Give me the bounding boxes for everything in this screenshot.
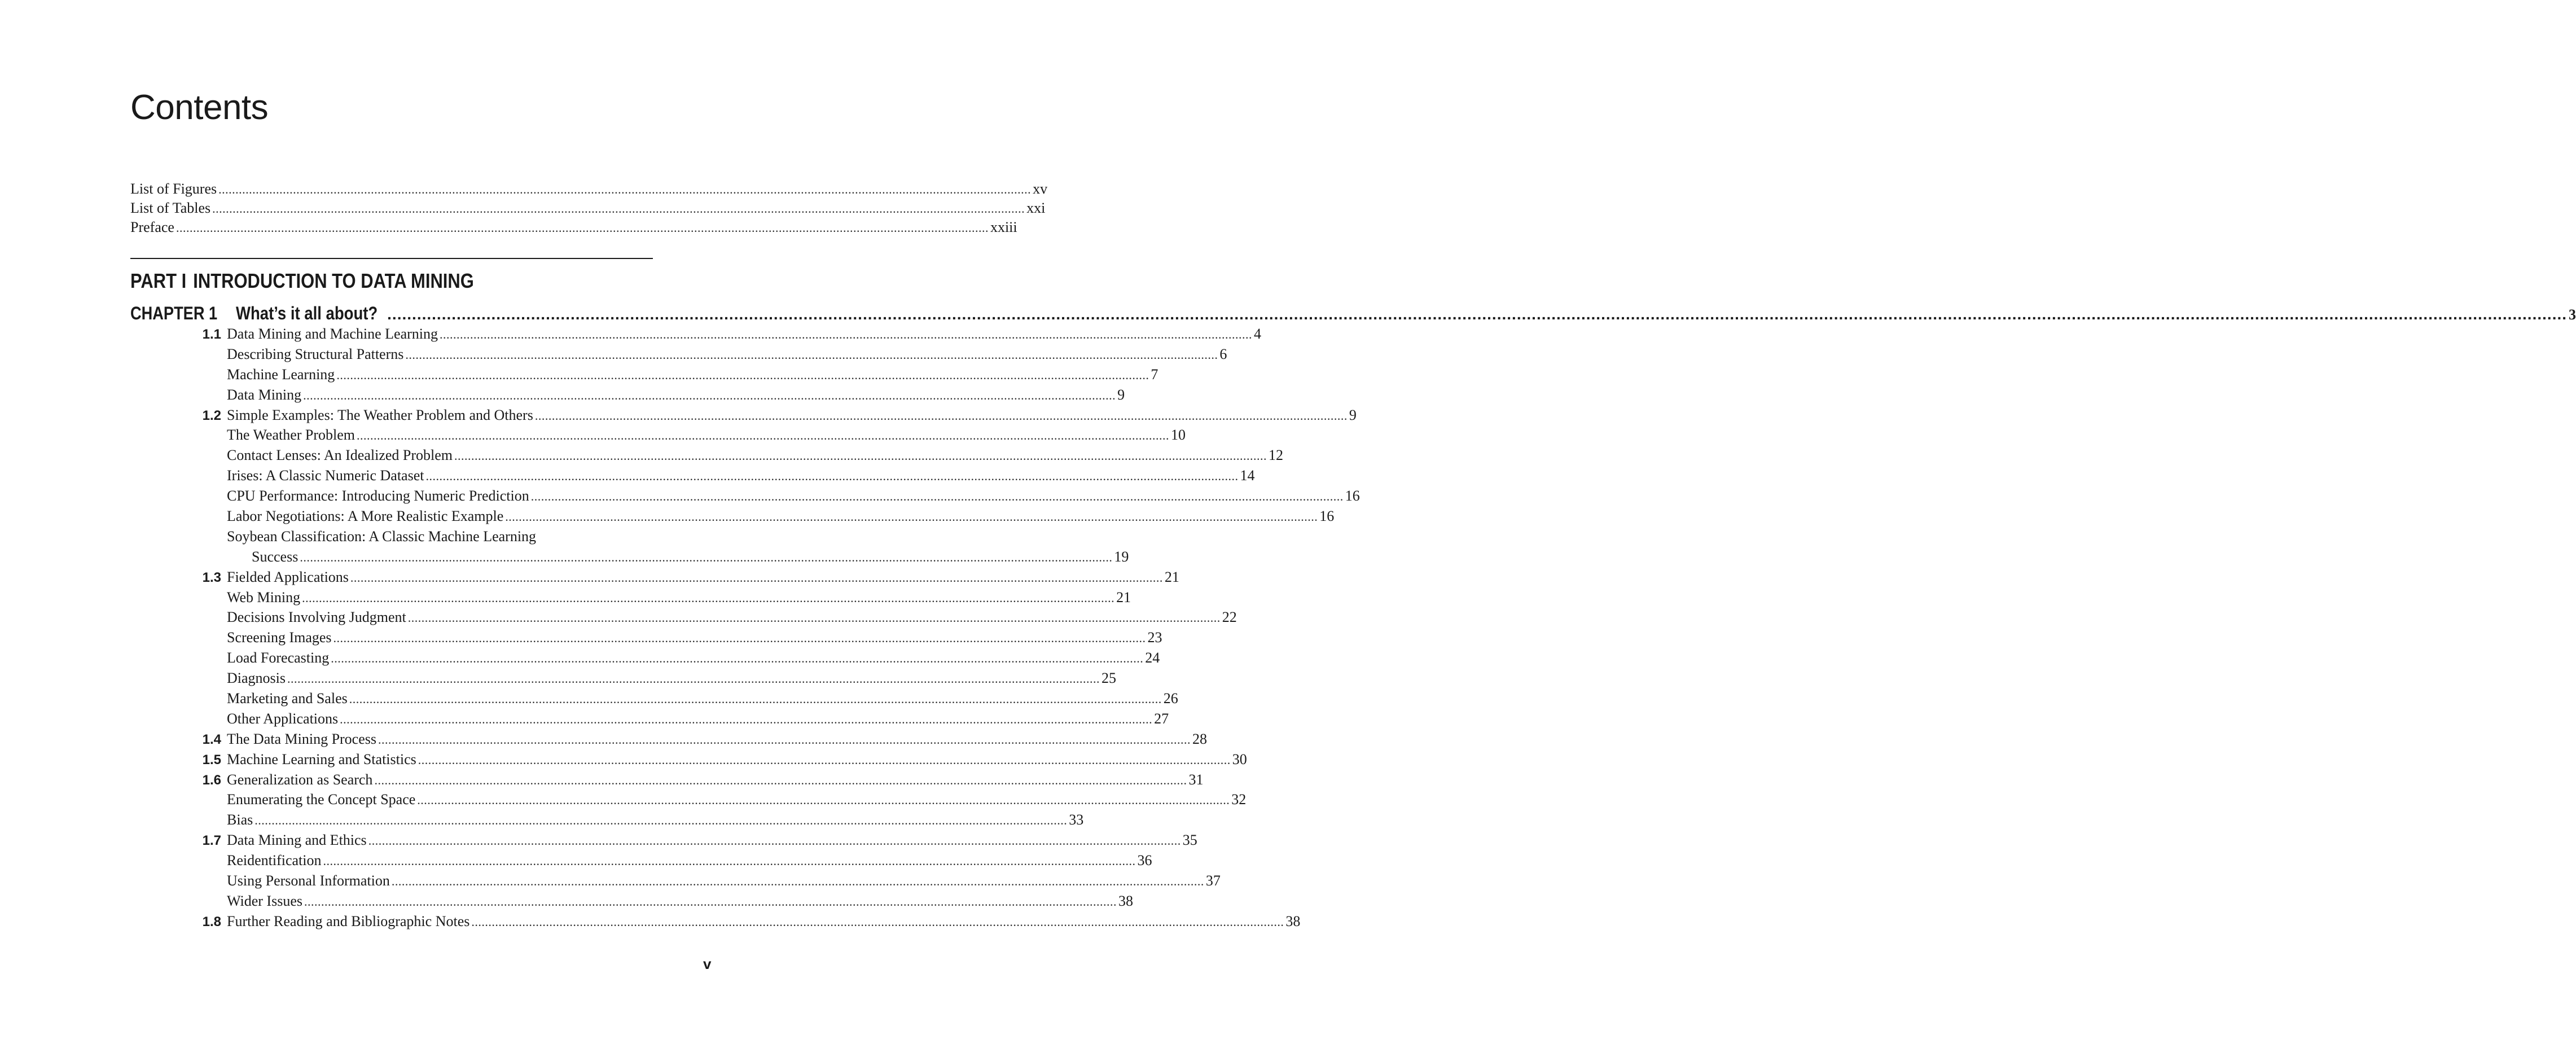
dot-leader <box>331 648 1143 669</box>
toc-entry[interactable] <box>130 871 1221 891</box>
toc-entry-label: Other Applications <box>227 710 339 727</box>
section-number: 1.2 <box>202 407 221 423</box>
toc-entry-page: 23 <box>1147 629 1162 646</box>
dot-leader <box>349 689 1162 709</box>
toc-entry-page: 31 <box>1188 771 1204 788</box>
toc-entry[interactable] <box>130 709 1169 729</box>
toc-entry-label: Irises: A Classic Numeric Dataset <box>227 467 424 484</box>
toc-entry-page: 4 <box>1254 326 1261 342</box>
toc-entry[interactable] <box>130 729 1208 749</box>
dot-leader <box>336 365 1149 385</box>
toc-entry-page: 30 <box>1232 751 1247 767</box>
toc-entry-page: 9 <box>1349 406 1357 423</box>
toc-entry-page: 21 <box>1116 589 1131 606</box>
section-number: 1.3 <box>202 569 221 585</box>
toc-entry[interactable] <box>130 830 1197 850</box>
toc-entry[interactable] <box>130 486 1360 506</box>
dot-leader <box>405 345 1218 365</box>
toc-entry-label: The Weather Problem <box>227 427 356 444</box>
toc-entry[interactable] <box>130 466 1255 486</box>
toc-entry-label: Screening Images <box>227 629 332 646</box>
chapter-page: 3 <box>2569 306 2576 323</box>
toc-entry-continuation[interactable] <box>130 547 1129 567</box>
toc-entry-label: Labor Negotiations: A More Realistic Example <box>227 508 504 525</box>
dot-leader <box>418 750 1231 770</box>
toc-entry[interactable] <box>130 527 653 547</box>
dot-leader <box>368 831 1181 851</box>
toc-entry[interactable] <box>130 607 1237 628</box>
toc-entry[interactable] <box>130 628 1162 648</box>
dot-leader <box>300 547 1112 568</box>
toc-entry-page: 33 <box>1069 811 1084 828</box>
dot-leader <box>303 385 1116 406</box>
toc-entry-label: The Data Mining Process <box>227 730 377 747</box>
toc-entry-page: 32 <box>1231 791 1247 808</box>
toc-entry-label: List of Tables <box>130 200 211 216</box>
chapter-heading[interactable] <box>130 301 2576 325</box>
dot-leader <box>287 669 1100 689</box>
toc-entry-label: Decisions Involving Judgment <box>227 609 406 626</box>
toc-entry-list-of-figures[interactable] <box>130 179 1048 199</box>
dot-leader <box>374 770 1187 791</box>
toc-entry-label: Using Personal Information <box>227 872 390 889</box>
dot-leader <box>408 608 1221 628</box>
part-title: INTRODUCTION TO DATA MINING <box>193 269 474 292</box>
toc-entry[interactable] <box>130 344 1227 365</box>
toc-entry-page: 9 <box>1117 386 1125 403</box>
toc-entry-page: 36 <box>1137 852 1152 869</box>
toc-entry[interactable] <box>130 385 1125 405</box>
toc-entry-page: 10 <box>1171 427 1186 444</box>
dot-leader <box>176 218 989 238</box>
dot-leader <box>471 912 1284 932</box>
toc-entry-page: 38 <box>1285 913 1301 929</box>
dot-leader <box>218 180 1031 199</box>
toc-entry-label: Soybean Classification: A Classic Machine Learning <box>227 528 537 545</box>
toc-entry-page: 22 <box>1222 609 1237 626</box>
toc-entry[interactable] <box>130 668 1116 688</box>
toc-entry[interactable] <box>130 445 1284 466</box>
section-divider <box>130 258 653 259</box>
dot-leader <box>323 851 1136 871</box>
dot-leader <box>417 790 1230 810</box>
toc-entry-label: Further Reading and Bibliographic Notes <box>227 913 470 929</box>
toc-entry-label: Preface <box>130 219 174 235</box>
dot-leader <box>304 892 1117 912</box>
dot-leader <box>340 709 1152 730</box>
toc-entry[interactable] <box>130 810 1084 830</box>
toc-entry-page: 6 <box>1219 345 1227 362</box>
toc-entry-label: Success <box>252 548 299 565</box>
toc-entry[interactable] <box>130 911 1301 932</box>
section-number: 1.7 <box>202 833 221 849</box>
dot-leader <box>392 871 1204 892</box>
dot-leader <box>254 810 1067 831</box>
toc-entry-label: Fielded Applications <box>227 568 349 585</box>
toc-entry-page: 16 <box>1319 508 1335 525</box>
toc-entry-page: 16 <box>1345 488 1360 505</box>
toc-entry-page: xxiii <box>990 219 1017 235</box>
toc-entry[interactable] <box>130 688 1178 709</box>
toc-entry-page: xxi <box>1026 200 1046 216</box>
toc-entry-label: Data Mining and Machine Learning <box>227 326 438 342</box>
toc-entry-list-of-tables[interactable] <box>130 199 1046 218</box>
toc-entry[interactable] <box>130 648 1160 668</box>
toc-entry-label: List of Figures <box>130 181 217 197</box>
toc-entry[interactable] <box>130 324 1261 344</box>
toc-entry-label: Data Mining <box>227 386 302 403</box>
toc-entry-label: Data Mining and Ethics <box>227 832 367 849</box>
toc-entry-page: 38 <box>1118 892 1133 909</box>
toc-entry-label: Machine Learning <box>227 366 335 383</box>
toc-entry-label: Machine Learning and Statistics <box>227 751 416 767</box>
dot-leader <box>531 486 1344 507</box>
toc-entry-page: xv <box>1033 181 1048 197</box>
dot-leader <box>378 730 1191 750</box>
dot-leader <box>454 446 1267 466</box>
toc-entry-label: Bias <box>227 811 253 828</box>
chapter-label: CHAPTER 1 <box>130 303 218 323</box>
dot-leader <box>505 507 1318 527</box>
section-number: 1.1 <box>202 327 221 342</box>
part-heading[interactable] <box>130 268 474 294</box>
toc-entry[interactable] <box>130 567 1179 587</box>
toc-entry[interactable] <box>130 365 1158 385</box>
dot-leader <box>333 628 1146 648</box>
toc-entry-label: Simple Examples: The Weather Problem and Others <box>227 406 533 423</box>
toc-entry-page: 25 <box>1102 670 1116 687</box>
toc-entry[interactable] <box>130 506 1335 527</box>
toc-entry-preface[interactable] <box>130 218 1017 237</box>
toc-entry-label: Marketing and Sales <box>227 690 348 707</box>
toc-entry-page: 35 <box>1182 832 1197 849</box>
section-number: 1.5 <box>202 752 221 767</box>
dot-leader <box>425 466 1238 486</box>
toc-entry[interactable] <box>130 850 1152 871</box>
toc-entry-label: Diagnosis <box>227 670 286 687</box>
toc-entry-page: 12 <box>1269 447 1284 464</box>
toc-entry-page: 19 <box>1114 548 1129 565</box>
page-title: Contents <box>130 88 269 127</box>
toc-entry[interactable] <box>130 891 1133 911</box>
toc-entry[interactable] <box>130 405 1357 426</box>
toc-entry[interactable] <box>130 749 1247 770</box>
toc-entry[interactable] <box>130 425 1186 445</box>
toc-entry[interactable] <box>130 587 1131 608</box>
dot-leader <box>440 324 1252 345</box>
toc-entry-page: 26 <box>1163 690 1178 707</box>
toc-entry[interactable] <box>130 789 1247 810</box>
toc-entry-label: Load Forecasting <box>227 650 330 666</box>
toc-entry-page: 14 <box>1240 467 1255 484</box>
section-number: 1.4 <box>202 731 221 747</box>
part-label: PART I <box>130 269 187 292</box>
toc-entry-label: Describing Structural Patterns <box>227 345 404 362</box>
toc-entry-label: Enumerating the Concept Space <box>227 791 416 808</box>
dot-leader <box>535 406 1348 426</box>
dot-leader <box>350 568 1163 588</box>
toc-entry-page: 28 <box>1192 730 1208 747</box>
toc-entry[interactable] <box>130 770 1204 790</box>
chapter-title: What’s it all about? <box>236 303 378 323</box>
dot-leader <box>357 426 1169 446</box>
section-number: 1.8 <box>202 914 221 929</box>
toc-entry-page: 24 <box>1145 650 1160 666</box>
dot-leader <box>212 199 1025 218</box>
toc-entry-label: Generalization as Search <box>227 771 373 788</box>
toc-entry-label: Reidentification <box>227 852 322 869</box>
toc-entry-label: Web Mining <box>227 589 301 606</box>
toc-entry-list <box>130 324 1360 932</box>
dot-leader <box>302 588 1114 608</box>
toc-entry-page: 37 <box>1205 872 1221 889</box>
toc-entry-page: 7 <box>1151 366 1158 383</box>
dot-leader: ..... ........................................................................................................................................................................................................ <box>387 302 2567 326</box>
front-matter-list <box>130 179 1048 237</box>
toc-entry-page: 21 <box>1164 568 1179 585</box>
section-number: 1.6 <box>202 772 221 788</box>
toc-entry-page: 27 <box>1154 710 1169 727</box>
toc-entry-label: Contact Lenses: An Idealized Problem <box>227 447 453 464</box>
toc-entry-label: CPU Performance: Introducing Numeric Prediction <box>227 488 529 505</box>
page-number: v <box>703 955 712 972</box>
toc-entry-label: Wider Issues <box>227 892 302 909</box>
